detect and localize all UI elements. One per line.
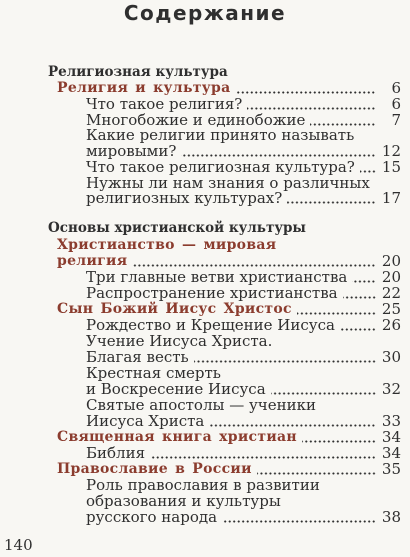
page-ref: 22 xyxy=(381,284,401,302)
page-title: Содержание xyxy=(123,1,287,25)
dot-leader xyxy=(287,201,376,204)
dot-leader xyxy=(222,520,376,523)
page-ref: 20 xyxy=(381,268,401,286)
section-title: Религиозная культура xyxy=(48,64,228,80)
entry-title: Что такое религия? xyxy=(86,95,243,113)
dot-leader xyxy=(271,392,376,395)
page-ref: 34 xyxy=(381,444,401,462)
entry-title-line: Крестная смерть xyxy=(86,364,221,382)
entry-title-line: Учение Иисуса Христа. xyxy=(86,332,273,350)
entry-title-line: Благая весть xyxy=(86,348,189,366)
entry-title: Распространение христианства xyxy=(86,284,338,302)
page-ref: 38 xyxy=(381,508,401,526)
dot-leader xyxy=(297,312,376,315)
entry-title-line: Святые апостолы — ученики xyxy=(86,396,316,414)
page-ref: 17 xyxy=(381,189,401,207)
page-ref: 12 xyxy=(381,142,401,160)
dot-leader xyxy=(302,440,376,443)
page-ref: 25 xyxy=(381,300,401,318)
entry-title-line: мировыми? xyxy=(86,142,177,160)
page-ref: 35 xyxy=(381,460,401,478)
page-ref: 33 xyxy=(381,412,401,430)
entry-title: Рождество и Крещение Иисуса xyxy=(86,316,335,334)
dot-leader xyxy=(343,296,376,299)
entry-title-line: образования и культуры xyxy=(86,492,281,510)
entry-title-line: Иисуса Христа xyxy=(86,412,205,430)
chapter-title: Священная книга христиан xyxy=(57,429,297,445)
page-ref: 32 xyxy=(381,380,401,398)
entry-title-line: Какие религии принято называть xyxy=(86,126,355,144)
page-ref: 26 xyxy=(381,316,401,334)
dot-leader xyxy=(194,360,376,363)
dot-leader xyxy=(257,472,376,475)
dot-leader xyxy=(352,280,376,283)
entry-title: Что такое религиозная культура? xyxy=(86,158,355,176)
entry-title: Многобожие и единобожие xyxy=(86,111,306,129)
page-ref: 30 xyxy=(381,348,401,366)
dot-leader xyxy=(247,107,376,110)
section-title: Основы христианской культуры xyxy=(48,220,306,236)
chapter-title: Религия и культура xyxy=(57,80,231,96)
dot-leader xyxy=(235,91,376,94)
chapter-title-line: религия xyxy=(57,253,128,269)
page-ref: 20 xyxy=(381,252,401,270)
entry-title-line: русского народа xyxy=(86,508,218,526)
entry-title-line: Роль православия в развитии xyxy=(86,476,320,494)
chapter-title: Сын Божий Иисус Христос xyxy=(57,301,292,317)
dot-leader xyxy=(181,154,376,157)
dot-leader xyxy=(209,424,376,427)
entry-title-line: Нужны ли нам знания о различных xyxy=(86,174,370,192)
chapter-title-line: Христианство — мировая xyxy=(57,237,277,253)
dot-leader xyxy=(360,170,376,173)
section-heading xyxy=(48,219,401,237)
dot-leader xyxy=(132,264,376,267)
entry-title: Библия xyxy=(86,444,146,462)
page-ref: 6 xyxy=(391,95,401,113)
toc-line xyxy=(86,189,401,207)
page-ref: 7 xyxy=(391,111,401,129)
entry-title-line: и Воскресение Иисуса xyxy=(86,380,266,398)
dot-leader xyxy=(340,328,376,331)
entry-title-line: религиозных культурах? xyxy=(86,189,283,207)
page-ref: 6 xyxy=(391,79,401,97)
toc-line xyxy=(86,508,401,526)
page-ref: 15 xyxy=(381,158,401,176)
chapter-title: Православие в России xyxy=(57,461,252,477)
dot-leader xyxy=(150,456,376,459)
page-number: 140 xyxy=(4,536,33,554)
entry-title: Три главные ветви христианства xyxy=(86,268,348,286)
page-ref: 34 xyxy=(381,428,401,446)
